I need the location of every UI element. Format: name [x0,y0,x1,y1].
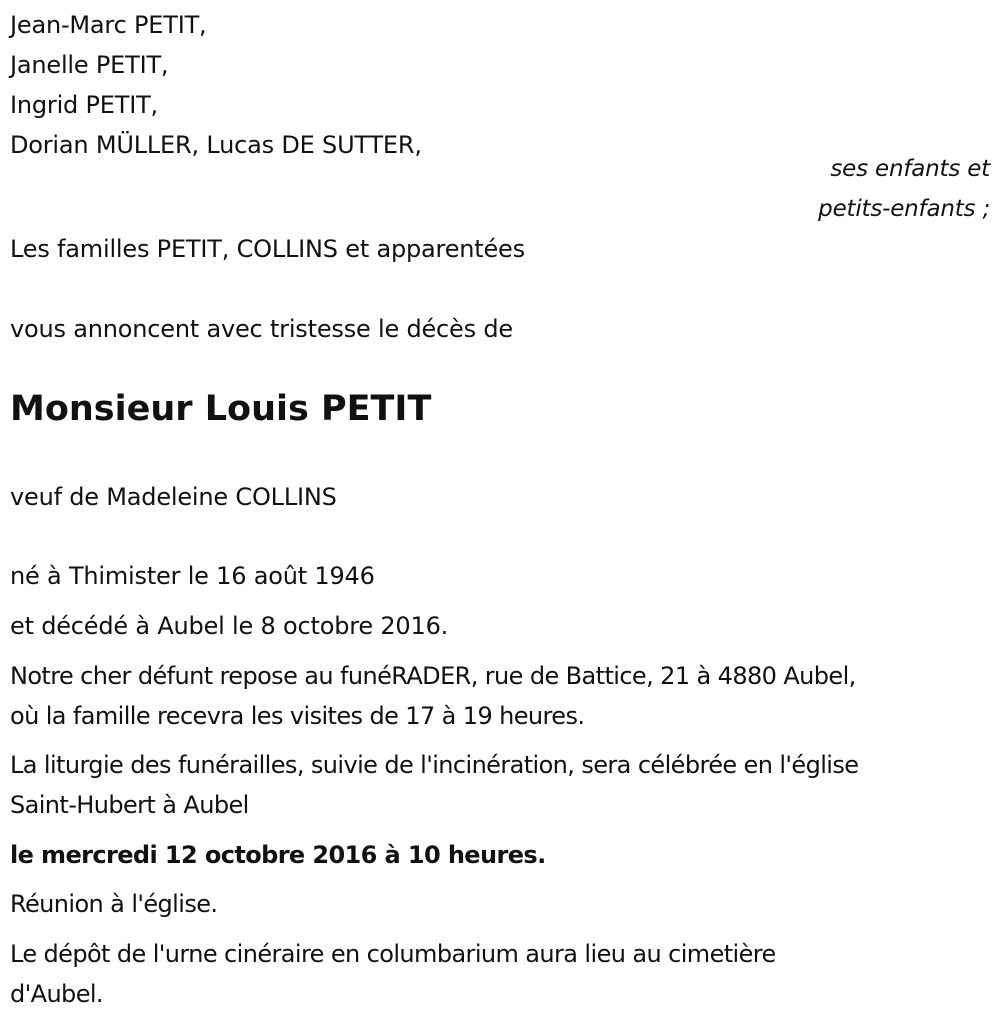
relationship-line-1: ses enfants et [830,156,990,182]
birth-line: né à Thimister le 16 août 1946 [10,562,375,590]
liturgy-line-2: Saint-Hubert à Aubel [10,791,249,819]
announcer-line: Ingrid PETIT, [10,91,158,119]
urn-line-1: Le dépôt de l'urne cinéraire en columbarium aura lieu au cimetière [10,940,776,968]
deceased-name: Monsieur Louis PETIT [10,389,432,429]
families-line: Les familles PETIT, COLLINS et apparentées [10,235,525,263]
rest-line-1: Notre cher défunt repose au funéRADER, rue de Battice, 21 à 4880 Aubel, [10,662,856,690]
relationship-line-2: petits-enfants ; [818,196,990,222]
ceremony-date: le mercredi 12 octobre 2016 à 10 heures. [10,841,546,869]
urn-line-2: d'Aubel. [10,980,103,1008]
death-line: et décédé à Aubel le 8 octobre 2016. [10,612,449,640]
widower-line: veuf de Madeleine COLLINS [10,483,337,511]
announcer-line: Jean-Marc PETIT, [10,11,207,39]
liturgy-line-1: La liturgie des funérailles, suivie de l'incinération, sera célébrée en l'église [10,751,859,779]
announcer-line: Dorian MÜLLER, Lucas DE SUTTER, [10,131,422,159]
announcer-line: Janelle PETIT, [10,51,169,79]
meeting-line: Réunion à l'église. [10,890,218,918]
announcement-line: vous annoncent avec tristesse le décès de [10,315,513,343]
rest-line-2: où la famille recevra les visites de 17 à 19 heures. [10,702,585,730]
